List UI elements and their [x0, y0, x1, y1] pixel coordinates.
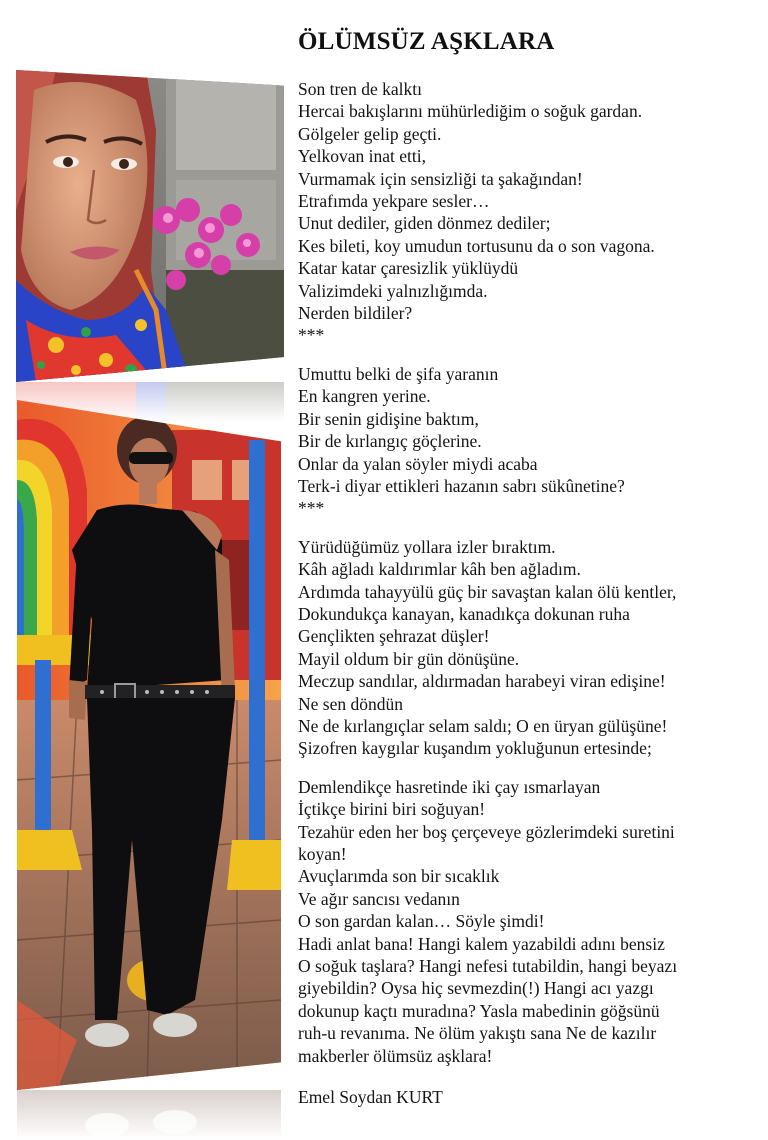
poem-line: Bir senin gidişine baktım, [298, 408, 479, 429]
portrait-photo-image [16, 70, 284, 382]
poem-line: dokunup kaçtı muradına? Yasla mabedinin göğsünü [298, 1000, 660, 1021]
poem-line: Valizimdeki yalnızlığımda. [298, 280, 488, 301]
poem-line: O soğuk taşlara? Hangi nefesi tutabildin, hangi beyazı [298, 956, 678, 977]
poem-line: Unut dediler, giden dönmez dediler; [298, 213, 551, 234]
poem-line: Onlar da yalan söyler miydi acaba [298, 453, 538, 474]
fullbody-reflection [17, 1090, 281, 1140]
stanza-1 [298, 78, 760, 347]
stanza-gap [298, 347, 760, 363]
poem-line: Etrafımda yekpare sesler… [298, 191, 490, 212]
stanza-separator: *** [298, 325, 325, 346]
poem-line: Gençlikten şehrazat düşler! [298, 626, 490, 647]
poem-title: ÖLÜMSÜZ AŞKLARA [298, 28, 555, 55]
poem-line: Gölgeler gelip geçti. [298, 123, 442, 144]
poem-line: Vurmamak için sensizliği ta şakağından! [298, 168, 583, 189]
fullbody-photo-image [17, 400, 281, 1090]
fullbody-photo [17, 400, 281, 1090]
poem-line: Son tren de kalktı [298, 79, 422, 99]
poem-line: Yelkovan inat etti, [298, 146, 427, 167]
poem-line: Mayil oldum bir gün dönüşüne. [298, 648, 520, 669]
stanza-3 [298, 536, 760, 760]
poem-line: Meczup sandılar, aldırmadan harabeyi viran edişine! [298, 671, 666, 692]
poem-line: koyan! [298, 844, 347, 864]
poem-line: İçtikçe birini biri soğuyan! [298, 799, 486, 820]
stanza-2 [298, 363, 760, 520]
poem-body [298, 78, 760, 1067]
poem-line: Bir de kırlangıç göçlerine. [298, 431, 482, 452]
poem-line: Umuttu belki de şifa yaranın [298, 363, 499, 384]
poem-line: Kâh ağladı kaldırımlar kâh ben ağladım. [298, 559, 581, 580]
stanza-gap [298, 520, 760, 536]
poem-line: Avuçlarımda son bir sıcaklık [298, 866, 500, 887]
author-signature: Emel Soydan KURT [298, 1087, 443, 1107]
poem-line: ruh-u revanıma. Ne ölüm yakıştı sana Ne de kazılır [298, 1023, 657, 1044]
poem-line: Hercai bakışlarını mühürlediğim o soğuk gardan. [298, 101, 643, 122]
stanza-4 [298, 776, 760, 1067]
stanza-separator: *** [298, 498, 325, 519]
poem-line: Şizofren kaygılar kuşandım yokluğunun ertesinde; [298, 738, 652, 759]
poem-line: giyebildin? Oysa hiç sevmezdin(!) Hangi acı yazgı [298, 978, 654, 999]
poem-line: Nerden bildiler? [298, 303, 413, 324]
poem-line: Katar katar çaresizlik yüklüydü [298, 258, 519, 279]
poem-line: Demlendikçe hasretinde iki çay ısmarlayan [298, 776, 601, 797]
poem-line: En kangren yerine. [298, 386, 431, 407]
portrait-photo [16, 70, 284, 382]
poem-line: Terk-i diyar ettikleri hazanın sabrı sükûnetine? [298, 475, 625, 496]
poem-line: Yürüdüğümüz yollara izler bıraktım. [298, 536, 556, 557]
poem-line: O son gardan kalan… Söyle şimdi! [298, 911, 545, 932]
poem-line: Ve ağır sancısı vedanın [298, 888, 460, 909]
poem-line: Ne de kırlangıçlar selam saldı; O en üryan gülüşüne! [298, 715, 668, 736]
photo-column [0, 0, 290, 1140]
poem-line: Kes bileti, koy umudun tortusunu da o son vagona. [298, 235, 655, 256]
poem-line: Dokundukça kanayan, kanadıkça dokunan ruha [298, 603, 630, 624]
poem-line: Tezahür eden her boş çerçeveye gözlerimdeki suretini [298, 821, 675, 842]
poem-line: Ne sen döndün [298, 693, 403, 714]
poem-line: Hadi anlat bana! Hangi kalem yazabildi adını bensiz [298, 933, 665, 954]
poem-line: Ardımda tahayyülü güç bir savaştan kalan ölü kentler, [298, 581, 677, 602]
poem-line: makberler ölümsüz aşklara! [298, 1045, 493, 1066]
stanza-gap [298, 760, 760, 776]
